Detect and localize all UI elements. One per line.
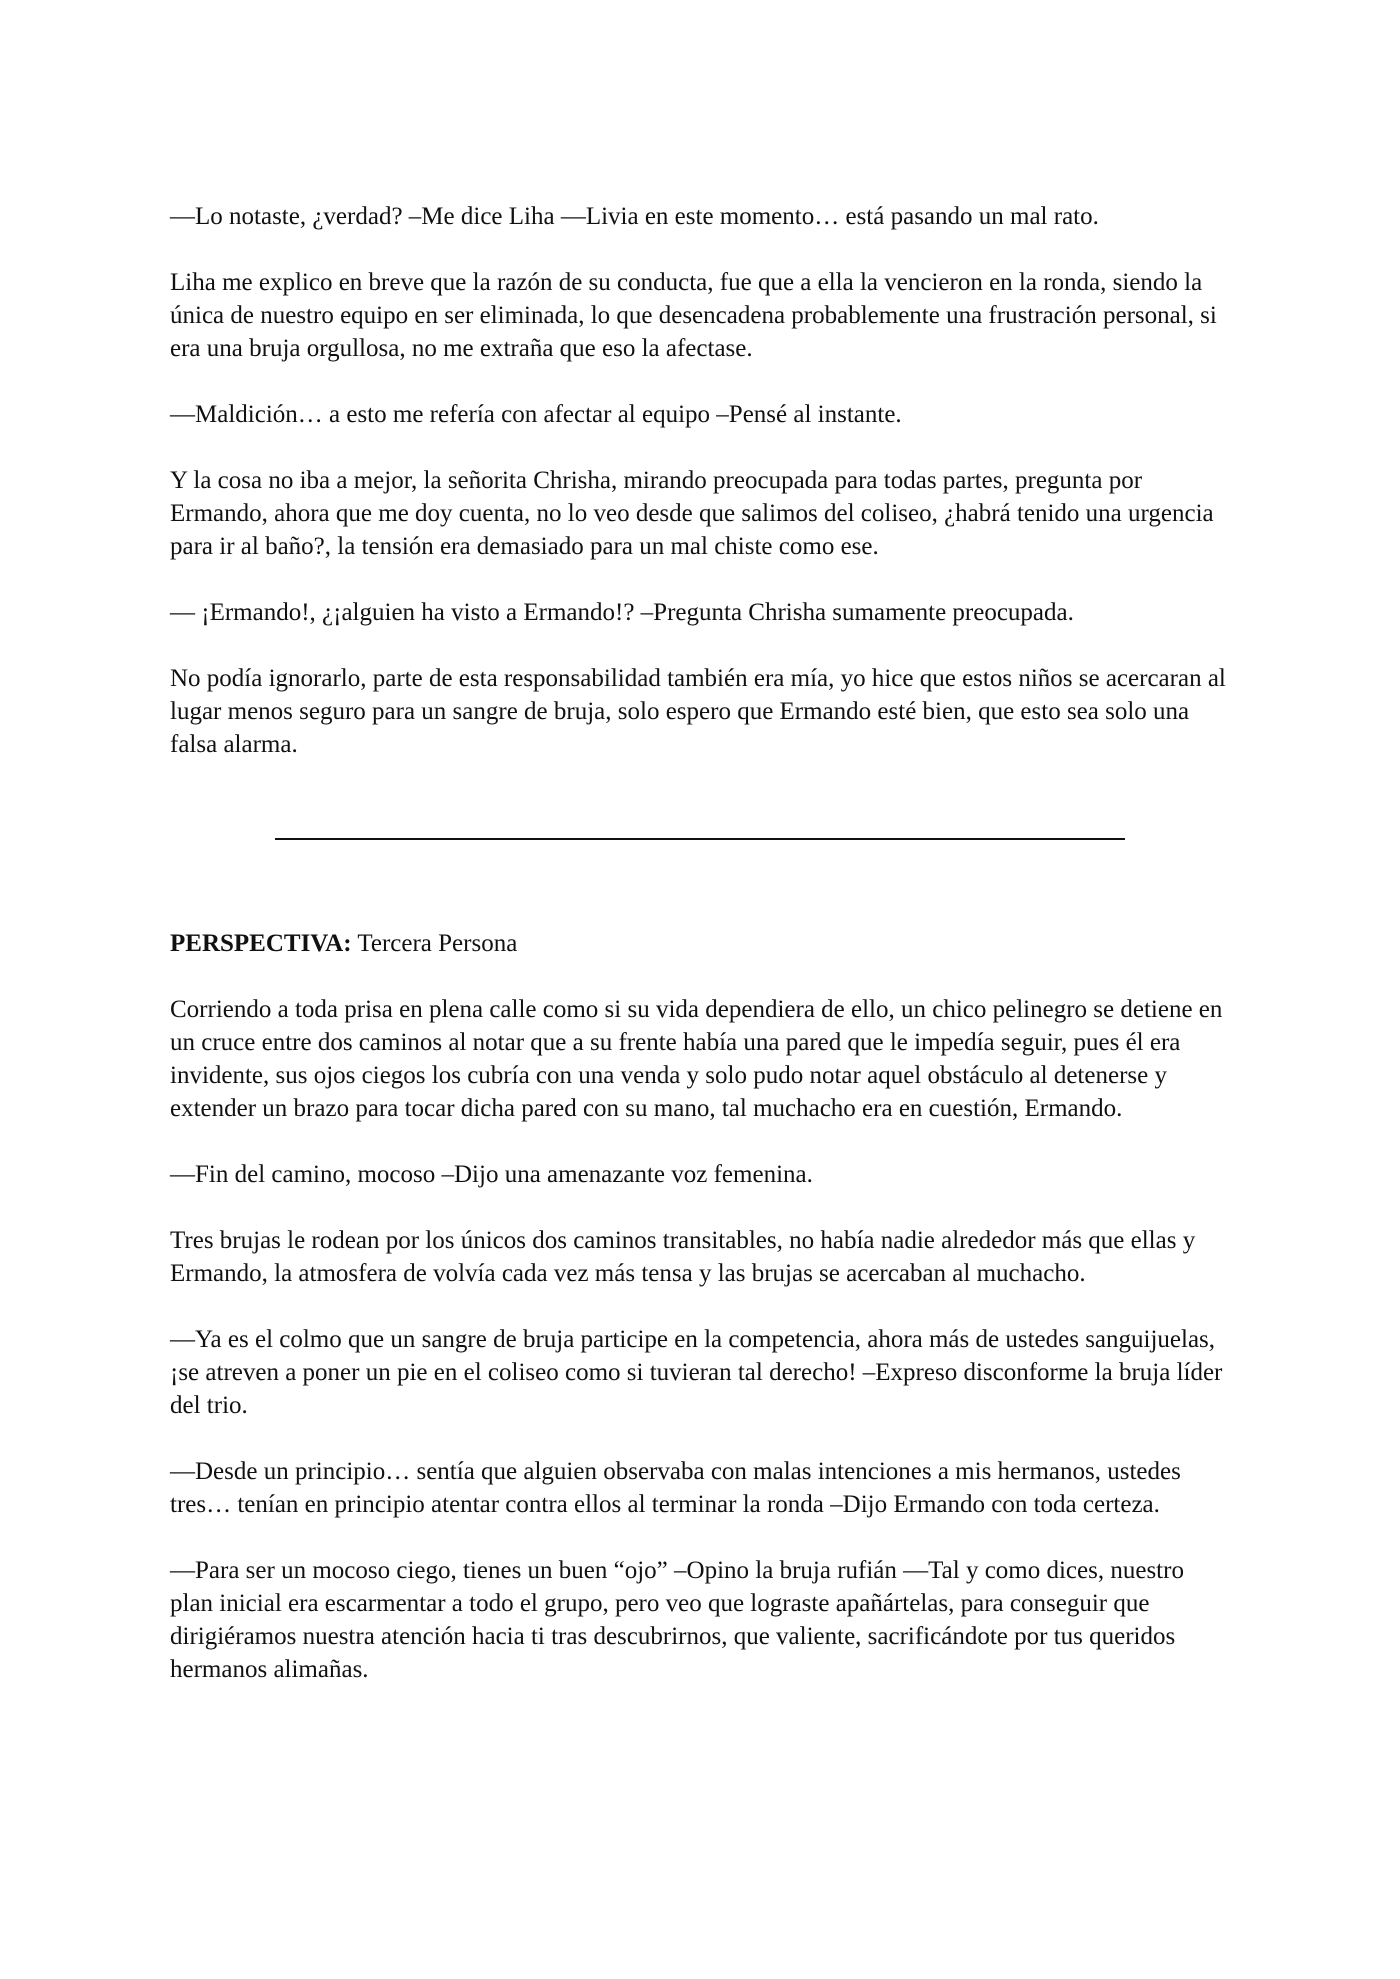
perspective-heading [170, 927, 1230, 960]
paragraph: Y la cosa no iba a mejor, la señorita Chrisha, mirando preocupada para todas partes, pregunta por Ermando, ahora que me doy cuenta, no lo veo desde que salimos del coliseo, ¿habrá tenido una urgencia para ir al baño?, la tensión era demasiado para un mal chiste como ese. [170, 467, 1214, 560]
paragraph: Tres brujas le rodean por los únicos dos caminos transitables, no había nadie alrededor más que ellas y Ermando, la atmosfera de volvía cada vez más tensa y las brujas se acercaban al muchacho. [170, 1227, 1196, 1287]
paragraph: Corriendo a toda prisa en plena calle como si su vida dependiera de ello, un chico pelinegro se detiene en un cruce entre dos caminos al notar que a su frente había una pared que le impedía seguir, pues él era invidente, sus ojos ciegos los cubría con una venda y solo pudo notar aquel obstáculo al detenerse y extender un brazo para tocar dicha pared con su mano, tal muchacho era en cuestión, Ermando. [170, 996, 1223, 1122]
paragraph: — ¡Ermando!, ¿¡alguien ha visto a Ermando!? –Pregunta Chrisha sumamente preocupada. [170, 599, 1074, 626]
paragraph: No podía ignorarlo, parte de esta responsabilidad también era mía, yo hice que estos niños se acercaran al lugar menos seguro para un sangre de bruja, solo espero que Ermando esté bien, que esto sea solo una falsa alarma. [170, 665, 1226, 758]
perspective-value: Tercera Persona [351, 930, 518, 957]
document-body [170, 200, 1230, 1719]
perspective-separator: : [343, 930, 352, 957]
paragraph: —Ya es el colmo que un sangre de bruja participe en la competencia, ahora más de ustedes sanguijuelas, ¡se atreven a poner un pie en el coliseo como si tuvieran tal derecho! –Expreso disconforme la bruja líder del trio. [170, 1326, 1223, 1419]
paragraph: —Maldición… a esto me refería con afectar al equipo –Pensé al instante. [170, 401, 902, 428]
perspective-label: PERSPECTIVA [170, 930, 344, 957]
section-divider-area [170, 794, 1230, 894]
section-divider [275, 838, 1125, 840]
paragraph: —Lo notaste, ¿verdad? –Me dice Liha —Livia en este momento… está pasando un mal rato. [170, 203, 1099, 230]
paragraph: Liha me explico en breve que la razón de su conducta, fue que a ella la vencieron en la ronda, siendo la única de nuestro equipo en ser eliminada, lo que desencadena probablemente una frustración personal, si era una bruja orgullosa, no me extraña que eso la afectase. [170, 269, 1217, 362]
paragraph: —Desde un principio… sentía que alguien observaba con malas intenciones a mis hermanos, ustedes tres… tenían en principio atentar contra ellos al terminar la ronda –Dijo Ermando con toda certeza. [170, 1458, 1181, 1518]
paragraph: —Fin del camino, mocoso –Dijo una amenazante voz femenina. [170, 1161, 813, 1188]
paragraph: —Para ser un mocoso ciego, tienes un buen “ojo” –Opino la bruja rufián —Tal y como dices, nuestro plan inicial era escarmentar a todo el grupo, pero veo que lograste apañártelas, para conseguir que dirigiéramos nuestra atención hacia ti tras descubrirnos, que valiente, sacrificándote por tus queridos hermanos alimañas. [170, 1557, 1184, 1683]
